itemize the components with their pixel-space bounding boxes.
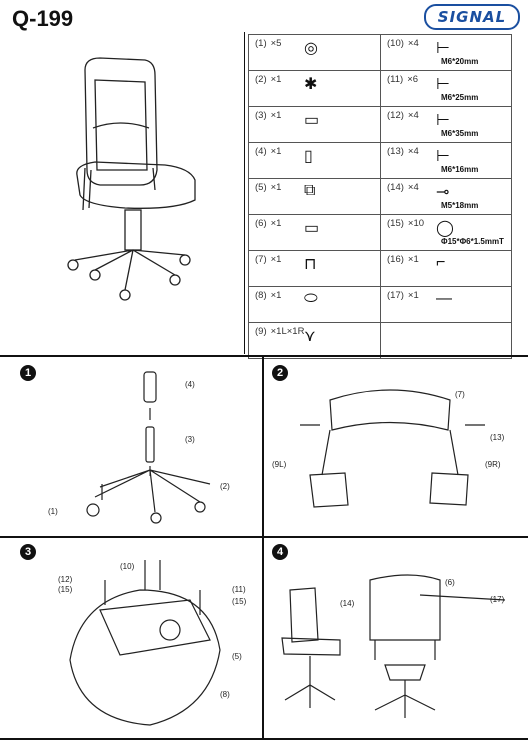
part-count: ×6 (407, 74, 419, 85)
back-cover-icon: ▭ (304, 220, 320, 237)
part-quantity: (7) ×1 (255, 254, 282, 265)
part-cell (381, 71, 512, 107)
allen-key-icon: ⌐ (436, 254, 446, 271)
part-spec: Φ15*Φ6*1.5mmT (441, 237, 504, 246)
part-count: ×1 (407, 254, 419, 265)
part-quantity: (14) ×4 (387, 182, 419, 193)
step-4-label-17: (17) (490, 595, 505, 604)
step-1-label-3: (3) (185, 435, 195, 444)
part-cell (381, 251, 512, 287)
part-spec: M6*16mm (441, 165, 479, 174)
part-count: ×5 (270, 38, 282, 49)
part-quantity: (4) ×1 (255, 146, 282, 157)
part-cell (249, 35, 381, 71)
step-1-label-2: (2) (220, 482, 230, 491)
tilt-mechanism-icon: ⧉ (304, 182, 316, 199)
step-1-number: 1 (20, 365, 36, 381)
divider-bottom (0, 738, 528, 740)
armrests-icon: ⋎ (304, 328, 316, 345)
brand-logo: SIGNAL (424, 4, 520, 30)
part-count: ×1 (270, 182, 282, 193)
step-1-illustration (60, 372, 260, 532)
part-cell (249, 71, 381, 107)
part-cell (249, 287, 381, 323)
divider-middle (0, 536, 528, 538)
step-2-label-13: (13) (490, 433, 505, 442)
part-count: ×1 (270, 218, 282, 229)
part-cell (381, 107, 512, 143)
step-3-label-11: (11) (232, 585, 246, 594)
part-quantity: (12) ×4 (387, 110, 419, 121)
step-2-label-9r: (9R) (485, 460, 501, 469)
washer-icon: ◯ (436, 220, 454, 237)
step-2-illustration (300, 385, 490, 525)
backrest-frame-icon: ⊓ (304, 256, 317, 273)
caster-wheel-icon: ◎ (304, 40, 318, 57)
part-count: ×1 (270, 254, 282, 265)
part-count: ×4 (407, 182, 419, 193)
part-spec: M6*25mm (441, 93, 479, 102)
step-3-label-15b: (15) (232, 597, 247, 606)
part-count: ×1 (270, 110, 282, 121)
step-2-label-7: (7) (455, 390, 465, 399)
screw-icon: ⊸ (436, 184, 450, 201)
part-quantity: (16) ×1 (387, 254, 419, 265)
vertical-divider (244, 32, 245, 354)
bolt-icon: ⊢ (436, 112, 450, 129)
gas-cylinder-icon: ▭ (304, 112, 320, 129)
bar-icon: — (436, 290, 452, 307)
bolt-icon: ⊢ (436, 76, 450, 93)
part-quantity: (11) ×6 (387, 74, 419, 85)
step-1-label-4: (4) (185, 380, 195, 389)
part-cell (381, 35, 512, 71)
part-cell (249, 107, 381, 143)
part-quantity: (3) ×1 (255, 110, 282, 121)
part-quantity: (15) ×10 (387, 218, 425, 229)
part-cell (381, 143, 512, 179)
part-spec: M6*35mm (441, 129, 479, 138)
step-3-label-8: (8) (220, 690, 230, 699)
part-count: ×4 (407, 38, 419, 49)
part-cell (381, 287, 512, 323)
part-cell (249, 323, 381, 359)
part-spec: M5*18mm (441, 201, 479, 210)
star-base-icon: ✱ (304, 76, 318, 93)
step-4-number: 4 (272, 544, 288, 560)
part-cell (249, 251, 381, 287)
step-3-label-15a: (15) (58, 585, 73, 594)
cylinder-cover-icon: ▯ (304, 148, 313, 165)
part-cell (249, 143, 381, 179)
step-3-number: 3 (20, 544, 36, 560)
chair-overview-illustration (55, 50, 235, 340)
part-count: ×1 (270, 146, 282, 157)
part-count: ×1 (407, 290, 419, 301)
part-quantity: (6) ×1 (255, 218, 282, 229)
step-3-label-5: (5) (232, 652, 242, 661)
part-quantity: (10) ×4 (387, 38, 419, 49)
bolt-icon: ⊢ (436, 40, 450, 57)
part-cell (249, 215, 381, 251)
part-cell (381, 179, 512, 215)
step-3-illustration (60, 560, 260, 735)
part-quantity: (17) ×1 (387, 290, 419, 301)
step-3-label-10: (10) (120, 562, 135, 571)
model-title: Q-199 (12, 6, 74, 31)
step-4-illustration (270, 570, 520, 735)
bolt-icon: ⊢ (436, 148, 450, 165)
step-3-label-12: (12) (58, 575, 73, 584)
step-2-label-9l: (9L) (272, 460, 287, 469)
divider-top (0, 355, 528, 357)
part-quantity: (1) ×5 (255, 38, 282, 49)
part-count: ×10 (407, 218, 425, 229)
seat-icon: ⬭ (304, 290, 318, 307)
part-count: ×1 (270, 290, 282, 301)
part-quantity: (13) ×4 (387, 146, 419, 157)
part-count: ×4 (407, 110, 419, 121)
divider-vertical-steps (262, 357, 264, 738)
part-quantity: (2) ×1 (255, 74, 282, 85)
step-2-number: 2 (272, 365, 288, 381)
part-quantity: (5) ×1 (255, 182, 282, 193)
part-count: ×1L×1R (270, 326, 305, 337)
part-quantity: (9) ×1L×1R (255, 326, 305, 337)
part-cell (249, 179, 381, 215)
part-quantity: (8) ×1 (255, 290, 282, 301)
step-4-label-14: (14) (340, 599, 355, 608)
step-1-label-1: (1) (48, 507, 58, 516)
part-cell (381, 215, 512, 251)
part-count: ×1 (270, 74, 282, 85)
part-count: ×4 (407, 146, 419, 157)
part-spec: M6*20mm (441, 57, 479, 66)
step-4-label-6: (6) (445, 578, 455, 587)
parts-list (248, 34, 512, 359)
